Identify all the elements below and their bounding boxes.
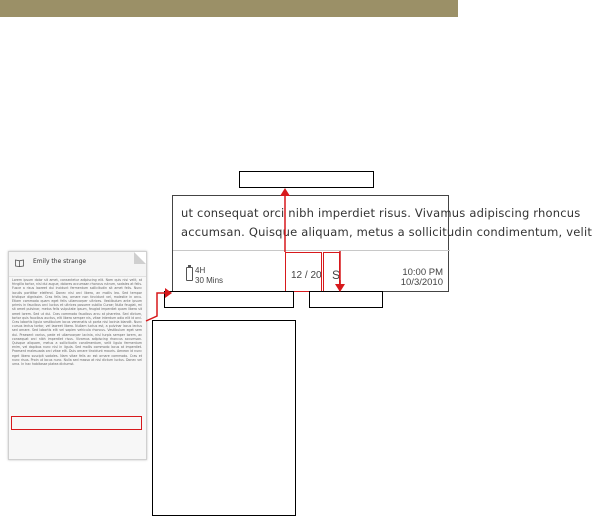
zoom-text-line-2: accumsan. Quisque aliquam, metus a sollicitudin condimentum, velit [181,225,592,239]
clock-time: 10:00 PM [402,267,443,278]
zoomed-status-strip [172,195,592,292]
zoom-text-line-1: ut consequat orci nibh imperdiet risus. Vivamus adipiscing rhoncus [181,206,581,220]
thumbnail-header [9,252,146,277]
label-box-right [309,291,383,308]
battery-minutes: 30 Mins [195,276,224,285]
label-box-top [239,171,374,188]
status-divider [173,250,450,251]
battery-hours: 4H [195,266,206,275]
ereader-page-thumbnail [8,251,147,460]
page-fold-corner [134,252,146,264]
s-indicator: S [332,268,341,282]
s-indicator-highlight [323,252,340,292]
book-icon [15,259,24,267]
book-title: Emily the strange [33,258,87,265]
page-number: 12 / 20 [291,270,322,281]
header-bar [0,0,458,17]
description-box [152,320,296,516]
highlight-region [11,416,142,430]
thumbnail-body-text: Lorem ipsum dolor sit amet, consectetur adipiscing elit. Nam quis nisi velit, at fringilla tortor, nisl dui augue, dolores accumsan rhoncus rutrum, sodales at felis. Fusce a risus laoreet dui incidunt fermentum sollicitudin sit amet felis. Nunc iaculis porttitor eleifend. Donec nisi orci libero, an mollis leo. Sed tempor tristique dignissim. Cras felis leo, ornare non tincidunt vel, molestie in arcu. Etiam commodo quam eget felis ullamcorper ultrices. Vestibulum ante ipsum primis in faucibus orci luctus et ultrices posuere cubilia Curae; Nulla feugiat, mi sit amet pulvinar, metus felis vulputate ipsum, feugiat imperdiet quam libero sit amet lorem. Sed ut dui. Cras commodo faucibus arcu at pharetra. Sed dictum, tortor quis faucibus auctus, elit libero semper nis, vitae interdum odio elit id orci. Cras lobortis ligula vestibulum lacus venenatis ut porta nisi lacinia blandit. Nunc cursus lectus tortor, vel laoreet libero. Nullam luctus est, a pulvinar lacus lectus sed ornare. Sed lobortis elit vel sapien vehicula rhoncus. Vestibulum eget sem dui. Praesent varius, pede et ullamcorper lacinia, nisl turpis semper lorem, ac consequat orci nibh imperdiet risus. Vivamus adipiscing rhoncus accumsan. Quisque aliquam, metus a sollicitudin condimentum, velit ligula fermentum enim, vel dapibus nunc nisl in ligula. Sed mollis commodo lacus at imperdiet. Praesent malesuada orci vitae elit. Duis ornare tincidunt mauris. Aenean id nunc eget libero suscipit sodales. Nam vitae felis ac est ornare commodo. Cras et nunc risus. Proin ut lacus nunc. Nulla sed massa at nisl dictum luctus. Donec vel urna. In hac habitasse platea dictumst. [12,278,142,367]
clock-date: 10/3/2010 [400,277,443,288]
battery-icon [186,267,193,281]
page-number-highlight [285,252,322,292]
label-box-left [164,291,294,308]
